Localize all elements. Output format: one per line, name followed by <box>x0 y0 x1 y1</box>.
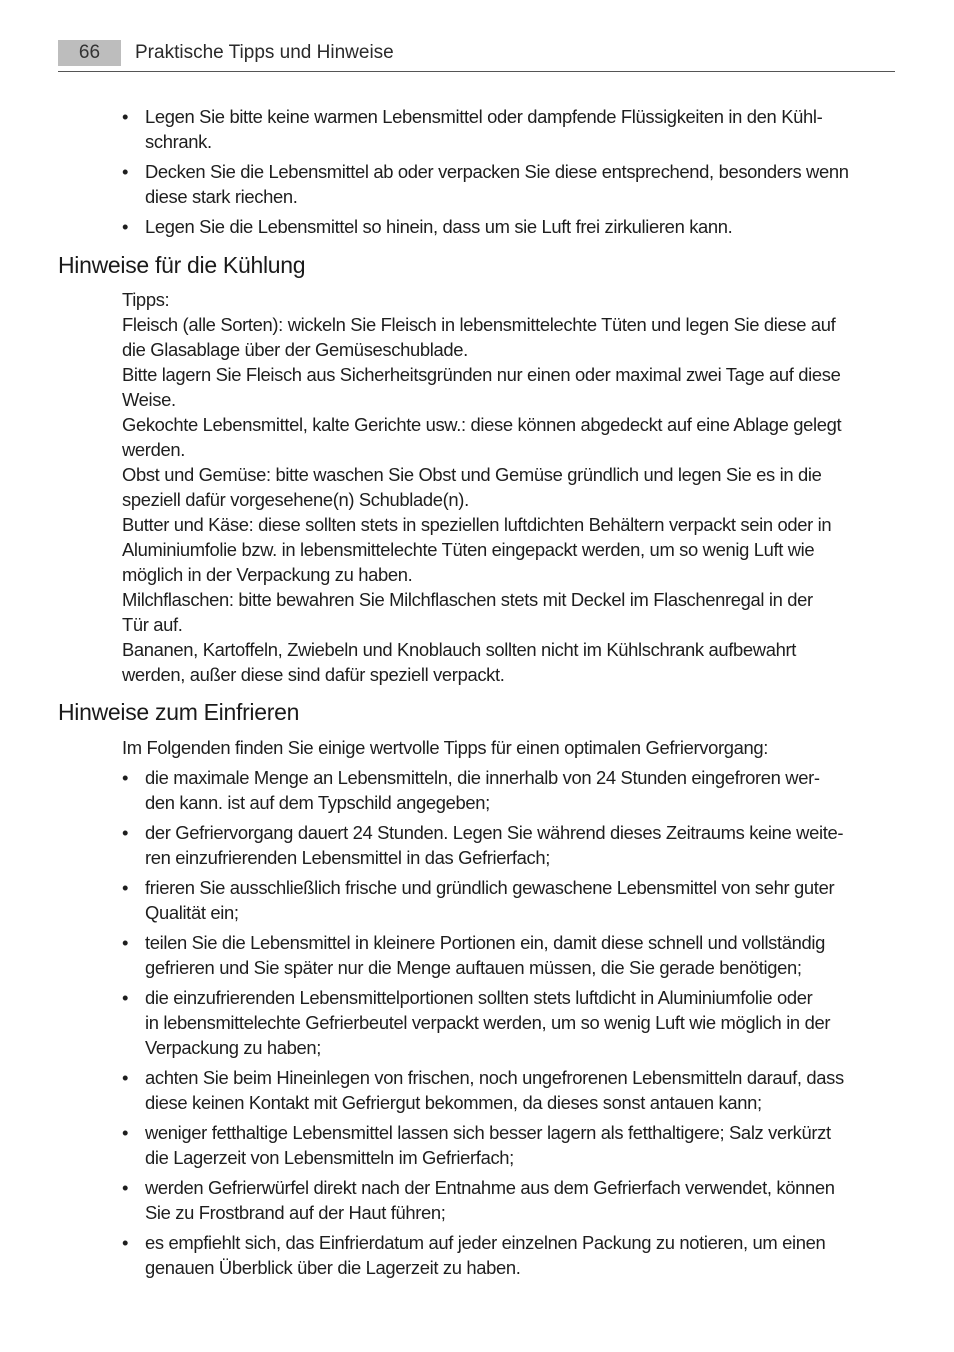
list-item <box>122 214 912 239</box>
list-item <box>122 1175 912 1225</box>
text-line: Tür auf. <box>122 614 183 635</box>
list-item-line: Legen Sie bitte keine warmen Lebensmittel oder dampfende Flüssigkeiten in den Kühl- <box>145 106 823 127</box>
list-item-line: Legen Sie die Lebensmittel so hinein, dass um sie Luft frei zirkulieren kann. <box>145 216 733 237</box>
section-heading-cooling: Hinweise für die Kühlung <box>58 252 306 278</box>
list-item <box>122 875 912 925</box>
page-number: 66 <box>58 40 121 66</box>
list-item <box>122 159 912 209</box>
list-item <box>122 820 912 870</box>
list-item-line: teilen Sie die Lebensmittel in kleinere Portionen ein, damit diese schnell und vollständig <box>145 932 826 953</box>
bullet-icon: • <box>122 1067 129 1088</box>
list-item-line: werden Gefrierwürfel direkt nach der Entnahme aus dem Gefrierfach verwendet, können <box>145 1177 835 1198</box>
list-item-line: gefrieren und Sie später nur die Menge auftauen müssen, die Sie gerade benötigen; <box>145 957 802 978</box>
list-item-line: ren einzufrierenden Lebensmittel in das Gefrierfach; <box>145 847 551 868</box>
bullet-icon: • <box>122 987 129 1008</box>
text-line: Butter und Käse: diese sollten stets in speziellen luftdichten Behältern verpackt sein oder in <box>122 514 832 535</box>
list-item-line: frieren Sie ausschließlich frische und gründlich gewaschene Lebensmittel von sehr guter <box>145 877 835 898</box>
text-line: werden. <box>122 439 185 460</box>
list-item <box>122 765 912 815</box>
list-item-line: Verpackung zu haben; <box>145 1037 322 1058</box>
intro-bullet-list <box>122 104 912 239</box>
list-item-line: weniger fetthaltige Lebensmittel lassen sich besser lagern als fetthaltigere; Salz verkürzt <box>145 1122 831 1143</box>
bullet-icon: • <box>122 932 129 953</box>
list-item-line: es empfiehlt sich, das Einfrierdatum auf jeder einzelnen Packung zu notieren, um einen <box>145 1232 826 1253</box>
list-item <box>122 1065 912 1115</box>
cooling-tips <box>122 287 897 687</box>
text-line: Fleisch (alle Sorten): wickeln Sie Fleisch in lebensmittelechte Tüten und legen Sie diese auf <box>122 314 836 335</box>
list-item-line: genauen Überblick über die Lagerzeit zu haben. <box>145 1257 521 1278</box>
list-item-line: diese keinen Kontakt mit Gefriergut bekommen, da dieses sonst antauen kann; <box>145 1092 762 1113</box>
freezing-bullet-list <box>122 765 912 1280</box>
bullet-icon: • <box>122 1177 129 1198</box>
list-item <box>122 1230 912 1280</box>
list-item <box>122 104 912 154</box>
text-line: werden, außer diese sind dafür speziell verpackt. <box>122 664 505 685</box>
list-item-line: die maximale Menge an Lebensmitteln, die innerhalb von 24 Stunden eingefroren wer- <box>145 767 820 788</box>
list-item-line: der Gefriervorgang dauert 24 Stunden. Legen Sie während dieses Zeitraums keine weite- <box>145 822 844 843</box>
text-line: Weise. <box>122 389 176 410</box>
running-title: Praktische Tipps und Hinweise <box>135 42 394 63</box>
list-item-line: Decken Sie die Lebensmittel ab oder verpacken Sie diese entsprechend, besonders wenn <box>145 161 849 182</box>
list-item-line: in lebensmittelechte Gefrierbeutel verpackt werden, um so wenig Luft wie möglich in der <box>145 1012 831 1033</box>
list-item-line: schrank. <box>145 131 212 152</box>
list-item-line: die Lagerzeit von Lebensmitteln im Gefrierfach; <box>145 1147 514 1168</box>
text-line: speziell dafür vorgesehene(n) Schublade(n). <box>122 489 469 510</box>
list-item-line: den kann. ist auf dem Typschild angegeben; <box>145 792 490 813</box>
freezing-intro: Im Folgenden finden Sie einige wertvolle Tipps für einen optimalen Gefriervorgang: <box>122 737 769 758</box>
text-line: Bitte lagern Sie Fleisch aus Sicherheitsgründen nur einen oder maximal zwei Tage auf diese <box>122 364 841 385</box>
bullet-icon: • <box>122 161 129 182</box>
list-item-line: die einzufrierenden Lebensmittelportionen sollten stets luftdicht in Aluminiumfolie oder <box>145 987 813 1008</box>
text-line: möglich in der Verpackung zu haben. <box>122 564 413 585</box>
text-line: Tipps: <box>122 289 170 310</box>
list-item-line: Qualität ein; <box>145 902 239 923</box>
list-item <box>122 1120 912 1170</box>
text-line: Aluminiumfolie bzw. in lebensmittelechte Tüten eingepackt werden, um so wenig Luft wie <box>122 539 815 560</box>
text-line: Gekochte Lebensmittel, kalte Gerichte usw.: diese können abgedeckt auf eine Ablage gelegt <box>122 414 842 435</box>
section-heading-freezing: Hinweise zum Einfrieren <box>58 699 300 725</box>
list-item <box>122 985 912 1060</box>
text-line: die Glasablage über der Gemüseschublade. <box>122 339 468 360</box>
bullet-icon: • <box>122 822 129 843</box>
bullet-icon: • <box>122 877 129 898</box>
bullet-icon: • <box>122 1122 129 1143</box>
bullet-icon: • <box>122 767 129 788</box>
text-line: Bananen, Kartoffeln, Zwiebeln und Knoblauch sollten nicht im Kühlschrank aufbewahrt <box>122 639 796 660</box>
list-item-line: diese stark riechen. <box>145 186 298 207</box>
list-item-line: achten Sie beim Hineinlegen von frischen, noch ungefrorenen Lebensmitteln darauf, dass <box>145 1067 844 1088</box>
list-item <box>122 930 912 980</box>
bullet-icon: • <box>122 106 129 127</box>
text-line: Milchflaschen: bitte bewahren Sie Milchflaschen stets mit Deckel im Flaschenregal in der <box>122 589 813 610</box>
bullet-icon: • <box>122 216 129 237</box>
text-line: Obst und Gemüse: bitte waschen Sie Obst und Gemüse gründlich und legen Sie es in die <box>122 464 822 485</box>
bullet-icon: • <box>122 1232 129 1253</box>
page-header <box>58 40 895 72</box>
list-item-line: Sie zu Frostbrand auf der Haut führen; <box>145 1202 446 1223</box>
